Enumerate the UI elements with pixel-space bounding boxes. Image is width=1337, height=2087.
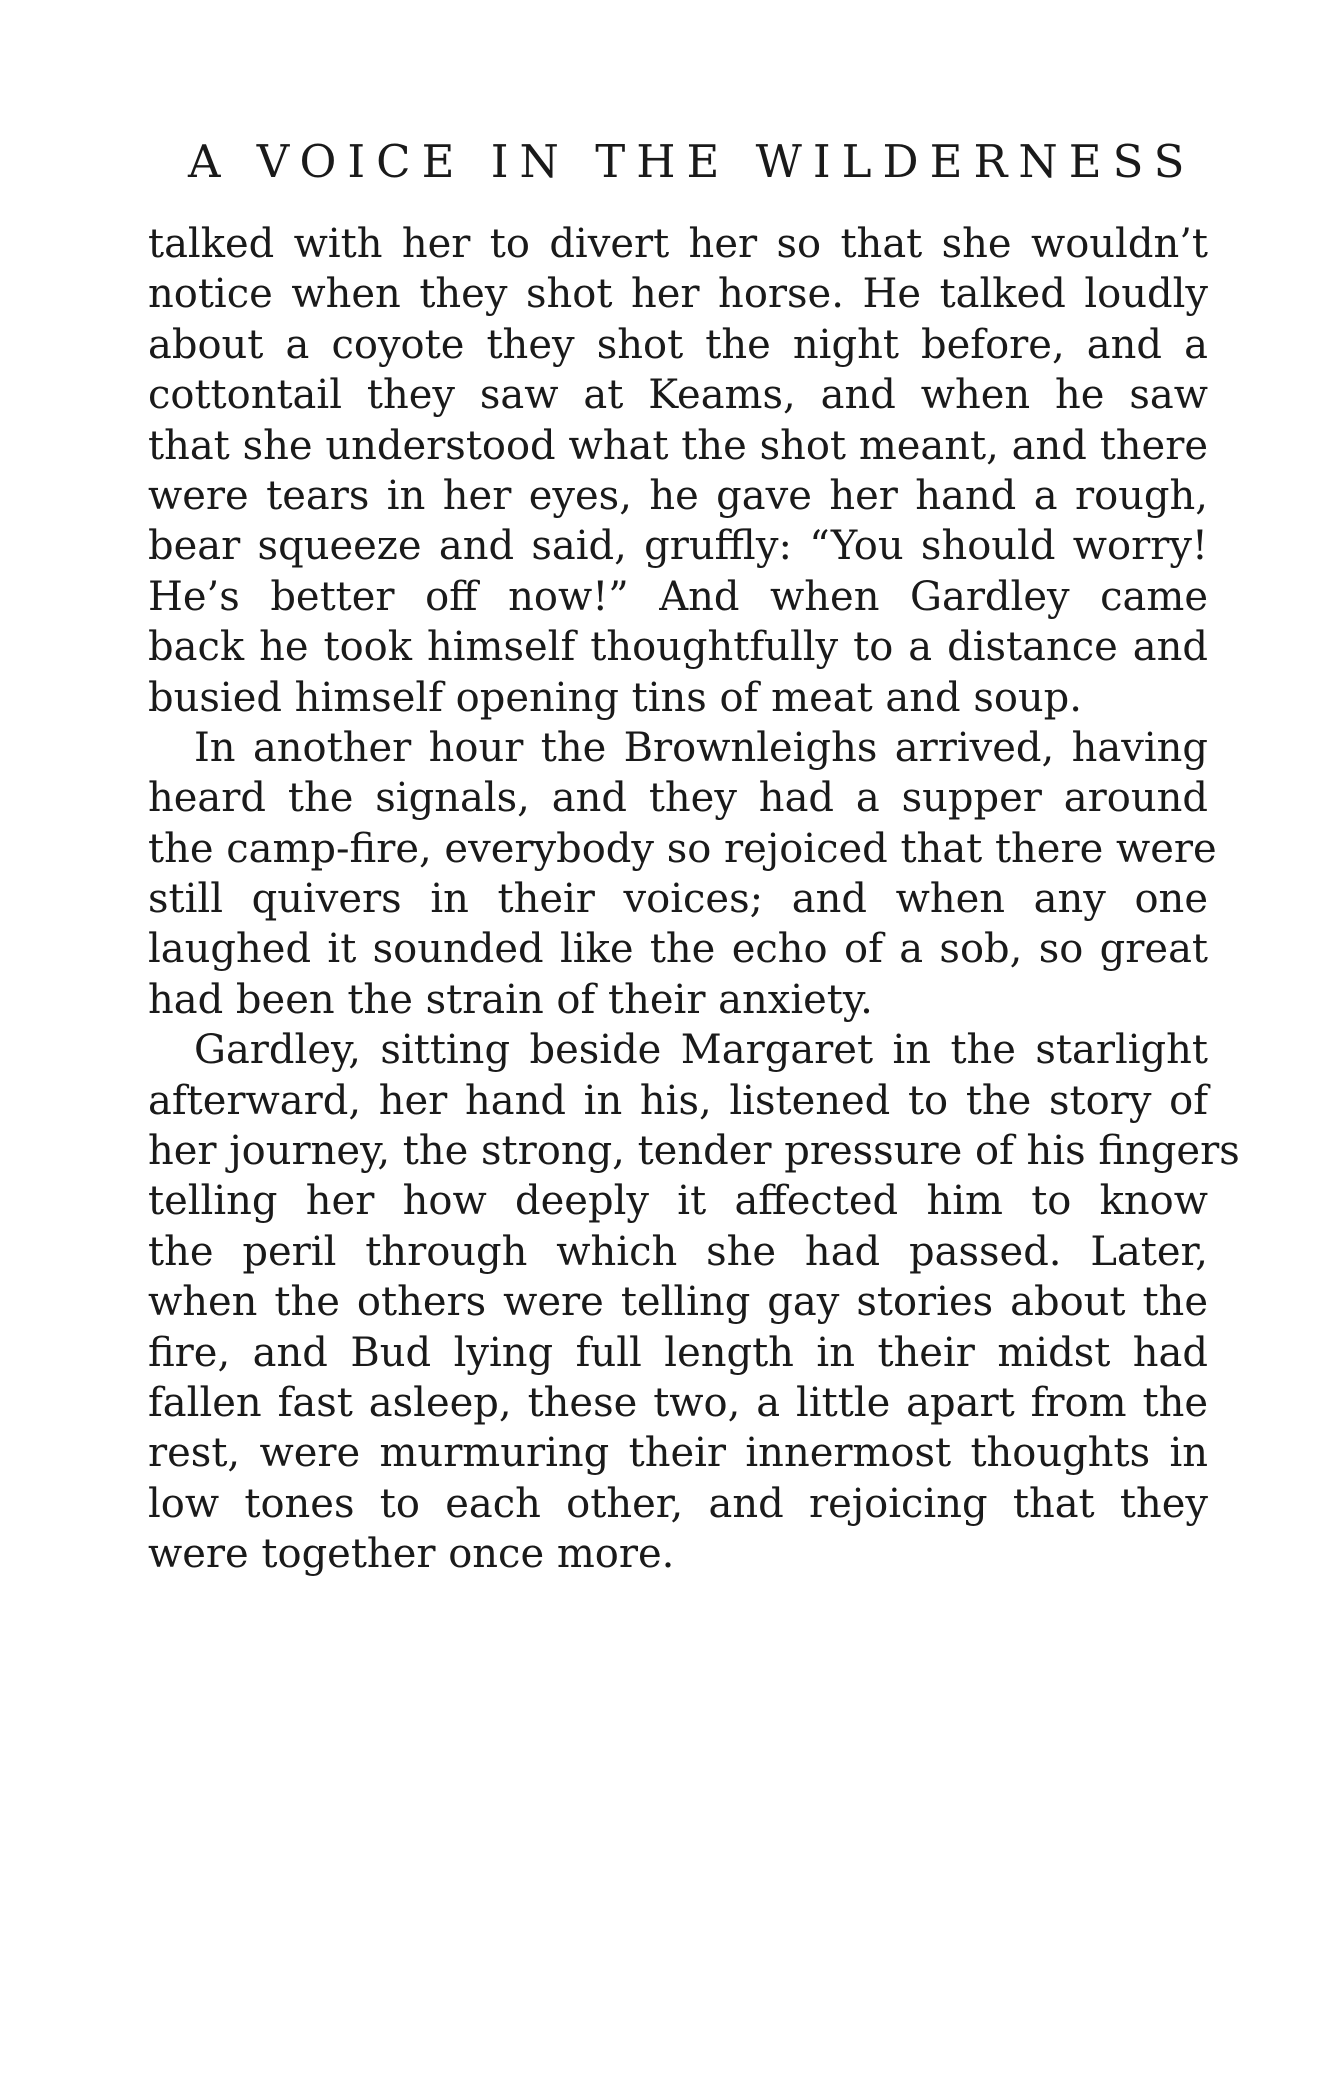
text-line: In another hour the Brownleighs arrived, having	[194, 724, 1208, 771]
text-line: that she understood what the shot meant, and there	[148, 422, 1208, 469]
text-line: rest, were murmuring their innermost thoughts in	[148, 1430, 1208, 1477]
paragraph-2	[148, 723, 1217, 1025]
text-line: fallen fast asleep, these two, a little apart from the	[148, 1379, 1208, 1426]
text-line: were tears in her eyes, he gave her hand a rough,	[148, 472, 1208, 519]
text-line: cottontail they saw at Keams, and when he saw	[148, 372, 1208, 419]
text-line: were together once more.	[148, 1531, 675, 1578]
text-line: He’s better off now!” And when Gardley came	[148, 573, 1208, 620]
text-line: the peril through which she had passed. Later,	[148, 1228, 1208, 1275]
text-line: telling her how deeply it affected him to know	[148, 1178, 1208, 1225]
text-line: bear squeeze and said, gruffly: “You should worry!	[148, 523, 1208, 570]
text-line: still quivers in their voices; and when any one	[148, 876, 1208, 923]
text-line: Gardley, sitting beside Margaret in the starlight	[194, 1027, 1208, 1074]
body-text	[148, 219, 1240, 1580]
text-line: the camp-fire, everybody so rejoiced that there were	[148, 825, 1217, 872]
text-line: notice when they shot her horse. He talked loudly	[148, 271, 1208, 318]
text-line: talked with her to divert her so that she wouldn’t	[148, 221, 1208, 267]
running-head: A VOICE IN THE WILDERNESS	[188, 135, 1196, 188]
text-line: when the others were telling gay stories about the	[148, 1279, 1208, 1326]
paragraph-3	[148, 1025, 1240, 1579]
text-line: laughed it sounded like the echo of a sob, so great	[148, 926, 1208, 973]
text-line: heard the signals, and they had a supper around	[148, 775, 1208, 822]
text-line: fire, and Bud lying full length in their midst had	[148, 1329, 1208, 1376]
text-line: had been the strain of their anxiety.	[148, 976, 873, 1023]
text-line: her journey, the strong, tender pressure of his fingers	[148, 1128, 1240, 1175]
text-line: back he took himself thoughtfully to a distance and	[148, 624, 1208, 671]
text-line: low tones to each other, and rejoicing that they	[148, 1480, 1208, 1527]
text-line: busied himself opening tins of meat and soup.	[148, 674, 1083, 721]
paragraph-1	[148, 219, 1208, 723]
text-line: afterward, her hand in his, listened to the story of	[148, 1077, 1208, 1124]
text-line: about a coyote they shot the night before, and a	[148, 321, 1208, 368]
